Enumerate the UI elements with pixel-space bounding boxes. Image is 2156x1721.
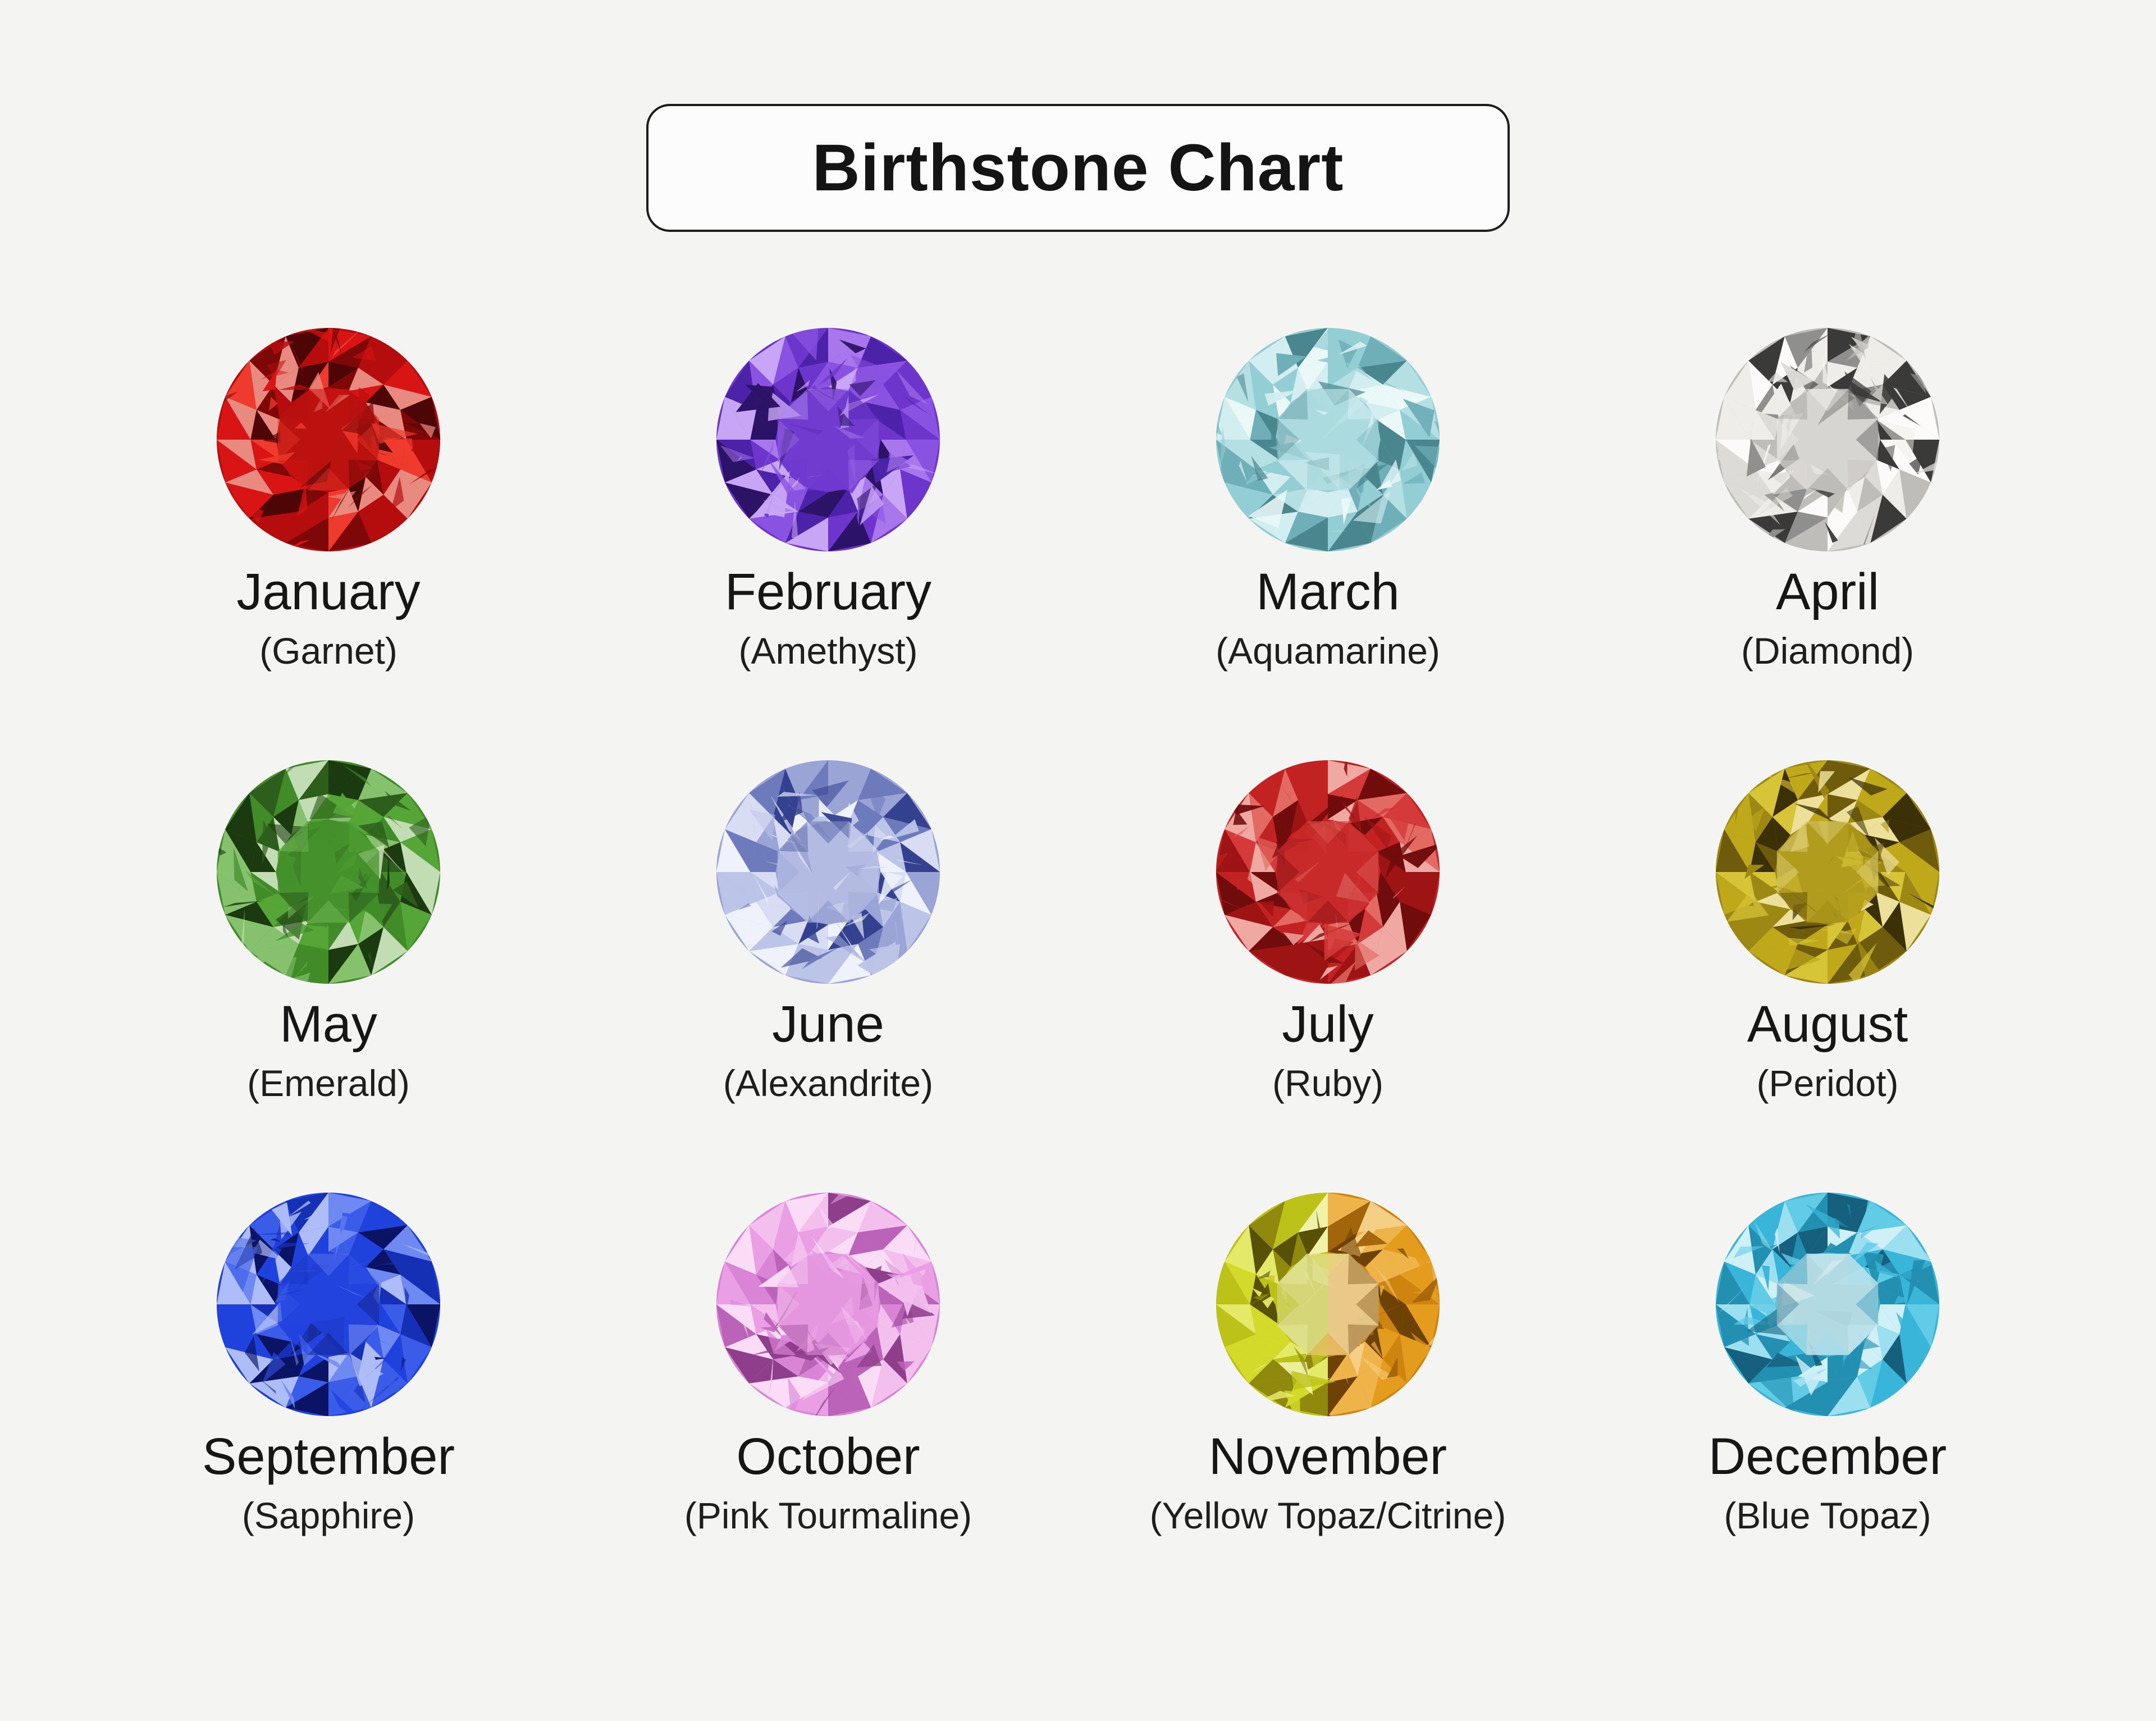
birthstone-november — [1078, 1189, 1578, 1622]
stone-label-garnet: (Garnet) — [259, 630, 398, 672]
birthstone-june — [578, 757, 1078, 1189]
stone-label-peridot: (Peridot) — [1756, 1062, 1899, 1104]
month-label-april: April — [1775, 563, 1880, 620]
stone-label-blue-topaz: (Blue Topaz) — [1724, 1495, 1931, 1536]
ruby-gem-image — [1213, 757, 1443, 987]
month-label-august: August — [1747, 996, 1908, 1053]
alexandrite-gem-image — [713, 757, 943, 987]
stone-label-emerald: (Emerald) — [247, 1062, 410, 1104]
month-label-september: September — [202, 1428, 455, 1485]
sapphire-gem-image — [213, 1189, 444, 1419]
stone-label-ruby: (Ruby) — [1272, 1062, 1384, 1104]
diamond-gem-image — [1712, 325, 1943, 555]
stone-label-alexandrite: (Alexandrite) — [723, 1062, 934, 1104]
amethyst-gem-image — [713, 325, 943, 555]
month-label-december: December — [1708, 1428, 1947, 1485]
birthstone-december — [1578, 1189, 2077, 1622]
pink-tourmaline-gem-image — [713, 1189, 943, 1419]
stone-label-yellow-topaz-citrine: (Yellow Topaz/Citrine) — [1149, 1495, 1506, 1536]
stone-label-aquamarine: (Aquamarine) — [1216, 630, 1440, 672]
stone-label-amethyst: (Amethyst) — [738, 630, 918, 672]
stone-label-sapphire: (Sapphire) — [241, 1495, 415, 1536]
birthstone-july — [1078, 757, 1578, 1189]
aquamarine-gem-image — [1213, 325, 1443, 555]
blue-topaz-gem-image — [1712, 1189, 1943, 1419]
peridot-gem-image — [1712, 757, 1943, 987]
garnet-gem-image — [213, 325, 444, 555]
birthstone-august — [1578, 757, 2077, 1189]
birthstone-grid — [0, 325, 2156, 1622]
stone-label-pink-tourmaline: (Pink Tourmaline) — [684, 1495, 972, 1536]
month-label-may: May — [280, 996, 377, 1053]
birthstone-february — [578, 325, 1078, 757]
birthstone-october — [578, 1189, 1078, 1622]
birthstone-may — [79, 757, 578, 1189]
chart-title-box — [646, 104, 1510, 232]
month-label-october: October — [736, 1428, 920, 1485]
birthstone-september — [79, 1189, 578, 1622]
page-title: Birthstone Chart — [812, 131, 1344, 205]
month-label-june: June — [772, 996, 884, 1053]
birthstone-march — [1078, 325, 1578, 757]
month-label-july: July — [1282, 996, 1374, 1053]
emerald-gem-image — [213, 757, 444, 987]
birthstone-april — [1578, 325, 2077, 757]
birthstone-chart-page — [0, 104, 2156, 1721]
yellow-topaz-citrine-gem-image — [1213, 1189, 1443, 1419]
birthstone-january — [79, 325, 578, 757]
month-label-february: February — [724, 563, 932, 620]
stone-label-diamond: (Diamond) — [1741, 630, 1915, 672]
month-label-november: November — [1208, 1428, 1447, 1485]
month-label-january: January — [236, 563, 421, 620]
month-label-march: March — [1256, 563, 1400, 620]
